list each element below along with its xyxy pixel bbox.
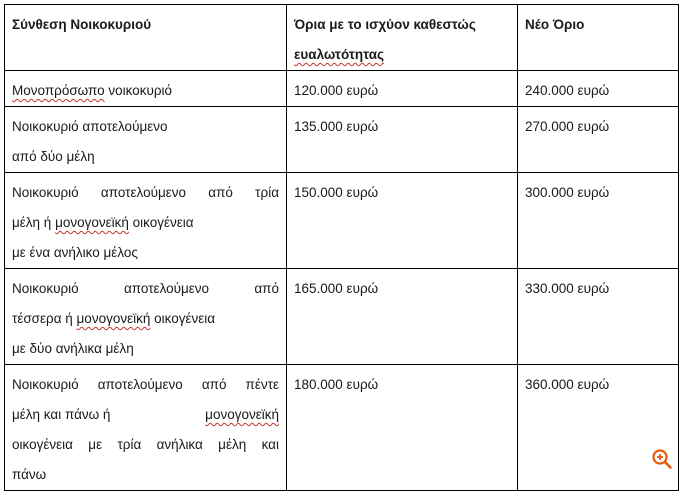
cell-new-limit: 270.000 ευρώ xyxy=(518,107,679,173)
table-row xyxy=(5,71,679,107)
cell-current-limit: 180.000 ευρώ xyxy=(287,365,518,491)
table-header-row xyxy=(5,5,679,71)
cell-new-limit: 300.000 ευρώ xyxy=(518,173,679,269)
table-row xyxy=(5,269,679,365)
cell-new-limit: 330.000 ευρώ xyxy=(518,269,679,365)
table-row xyxy=(5,365,679,491)
cell-composition: Νοικοκυριό αποτελούμενο από τρία μέλη ή μονογονεϊκή οικογένεια με ένα ανήλικο μέλος xyxy=(5,173,287,269)
cell-current-limit: 120.000 ευρώ xyxy=(287,71,518,107)
header-current-limit-line2: ευαλωτότητας xyxy=(294,47,385,62)
table-row xyxy=(5,107,679,173)
cell-new-limit: 360.000 ευρώ xyxy=(518,365,679,491)
cell-current-limit: 165.000 ευρώ xyxy=(287,269,518,365)
cell-composition: Νοικοκυριό αποτελούμενο από δύο μέλη xyxy=(5,107,287,173)
header-current-limit: Όρια με το ισχύον καθεστώς ευαλωτότητας xyxy=(287,5,518,71)
zoom-in-icon[interactable] xyxy=(651,448,673,470)
header-composition: Σύνθεση Νοικοκυριού xyxy=(5,5,287,71)
cell-current-limit: 150.000 ευρώ xyxy=(287,173,518,269)
table-row xyxy=(5,173,679,269)
cell-new-limit: 240.000 ευρώ xyxy=(518,71,679,107)
header-new-limit: Νέο Όριο xyxy=(518,5,679,71)
cell-composition: Μονοπρόσωπο νοικοκυριό xyxy=(5,71,287,107)
household-limits-table xyxy=(4,4,679,491)
cell-composition: Νοικοκυριό αποτελούμενο από τέσσερα ή μονογονεϊκή οικογένεια με δύο ανήλικα μέλη xyxy=(5,269,287,365)
cell-current-limit: 135.000 ευρώ xyxy=(287,107,518,173)
cell-composition: Νοικοκυριό αποτελούμενο από πέντε μέλη και πάνω ή μονογονεϊκή οικογένεια με τρία ανήλικα μέλη και πάνω xyxy=(5,365,287,491)
